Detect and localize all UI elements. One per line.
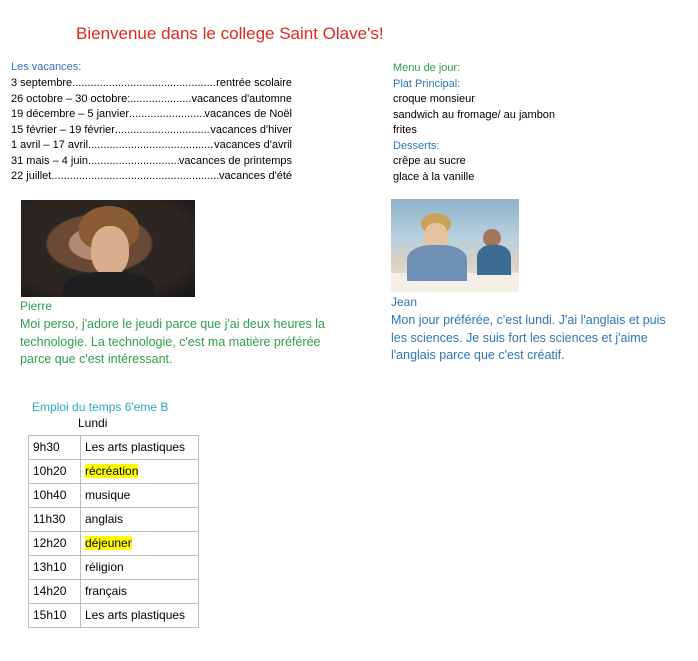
time-cell: 12h20 bbox=[29, 532, 81, 556]
vacation-date: 22 juillet bbox=[11, 170, 52, 182]
menu-section bbox=[393, 61, 555, 185]
schedule-day: Lundi bbox=[78, 416, 108, 430]
page-title: Bienvenue dans le college Saint Olave's! bbox=[76, 24, 384, 43]
menu-heading: Menu de jour: bbox=[393, 62, 461, 74]
menu-item: crêpe au sucre bbox=[393, 155, 466, 167]
table-row bbox=[29, 580, 199, 604]
table-row bbox=[29, 460, 199, 484]
vacances-heading: Les vacances: bbox=[11, 61, 82, 73]
pierre-photo bbox=[21, 200, 195, 297]
time-cell: 14h20 bbox=[29, 580, 81, 604]
menu-item: croque monsieur bbox=[393, 93, 475, 105]
vacation-event: vacances de Noël bbox=[204, 108, 292, 120]
menu-item: glace à la vanille bbox=[393, 170, 475, 183]
time-cell: 13h10 bbox=[29, 556, 81, 580]
vacation-event: vacances d'avril bbox=[214, 139, 292, 151]
activity-cell: récréation bbox=[85, 464, 139, 478]
vacation-date: 26 octobre – 30 octobre: bbox=[11, 92, 131, 105]
activity-cell: français bbox=[85, 584, 128, 598]
time-cell: 11h30 bbox=[29, 508, 81, 532]
time-cell: 15h10 bbox=[29, 604, 81, 628]
table-row bbox=[29, 556, 199, 580]
desserts-heading: Desserts: bbox=[393, 139, 440, 152]
activity-cell: réligion bbox=[85, 560, 124, 574]
jean-text: Mon jour préférée, c'est lundi. J'ai l'anglais et puis les sciences. Je suis fort les sciences et j'aime l'anglais parce que c'est créatif. bbox=[391, 313, 666, 362]
list-item bbox=[11, 76, 292, 92]
plat-heading: Plat Principal: bbox=[393, 77, 461, 90]
table-row bbox=[29, 436, 199, 460]
list-item bbox=[11, 169, 292, 185]
activity-cell: musique bbox=[85, 488, 131, 502]
table-row bbox=[29, 604, 199, 628]
vacation-date: 19 décembre – 5 janvier bbox=[11, 108, 130, 120]
schedule-table bbox=[28, 435, 199, 628]
table-row bbox=[29, 484, 199, 508]
vacation-date: 1 avril – 17 avril bbox=[11, 139, 89, 151]
list-item bbox=[11, 92, 292, 108]
pierre-name: Pierre bbox=[20, 299, 53, 313]
vacation-event: vacances d'été bbox=[218, 170, 292, 182]
list-item bbox=[11, 107, 292, 123]
vacation-date: 15 février – 19 février bbox=[11, 123, 115, 136]
time-cell: 9h30 bbox=[29, 436, 81, 460]
jean-name: Jean bbox=[391, 295, 418, 309]
activity-cell: Les arts plastiques bbox=[85, 608, 186, 622]
vacation-event: rentrée scolaire bbox=[216, 77, 292, 89]
pierre-text: Moi perso, j'adore le jeudi parce que j'ai deux heures la technologie. La technologie, c'est ma matière préférée parce que c'est intéressant. bbox=[20, 317, 325, 366]
vacation-date: 31 mais – 4 juin bbox=[11, 154, 89, 167]
menu-item: sandwich au fromage/ au jambon bbox=[393, 108, 556, 121]
time-cell: 10h20 bbox=[29, 460, 81, 484]
menu-item: frites bbox=[393, 124, 417, 136]
vacation-event: vacances d'hiver bbox=[210, 123, 292, 136]
list-item bbox=[11, 138, 292, 154]
jean-photo bbox=[391, 199, 519, 292]
vacation-date: 3 septembre bbox=[11, 77, 73, 89]
vacation-event: vacances de printemps bbox=[178, 154, 292, 167]
activity-cell: Les arts plastiques bbox=[85, 440, 186, 454]
time-cell: 10h40 bbox=[29, 484, 81, 508]
table-row bbox=[29, 532, 199, 556]
vacances-list bbox=[11, 76, 292, 185]
list-item bbox=[11, 123, 292, 139]
activity-cell: anglais bbox=[85, 512, 124, 526]
schedule-title: Emploi du temps 6'eme B bbox=[32, 400, 169, 414]
activity-cell: déjeuner bbox=[85, 536, 132, 550]
vacation-event: vacances d'automne bbox=[191, 92, 292, 105]
list-item bbox=[11, 154, 292, 170]
table-row bbox=[29, 508, 199, 532]
